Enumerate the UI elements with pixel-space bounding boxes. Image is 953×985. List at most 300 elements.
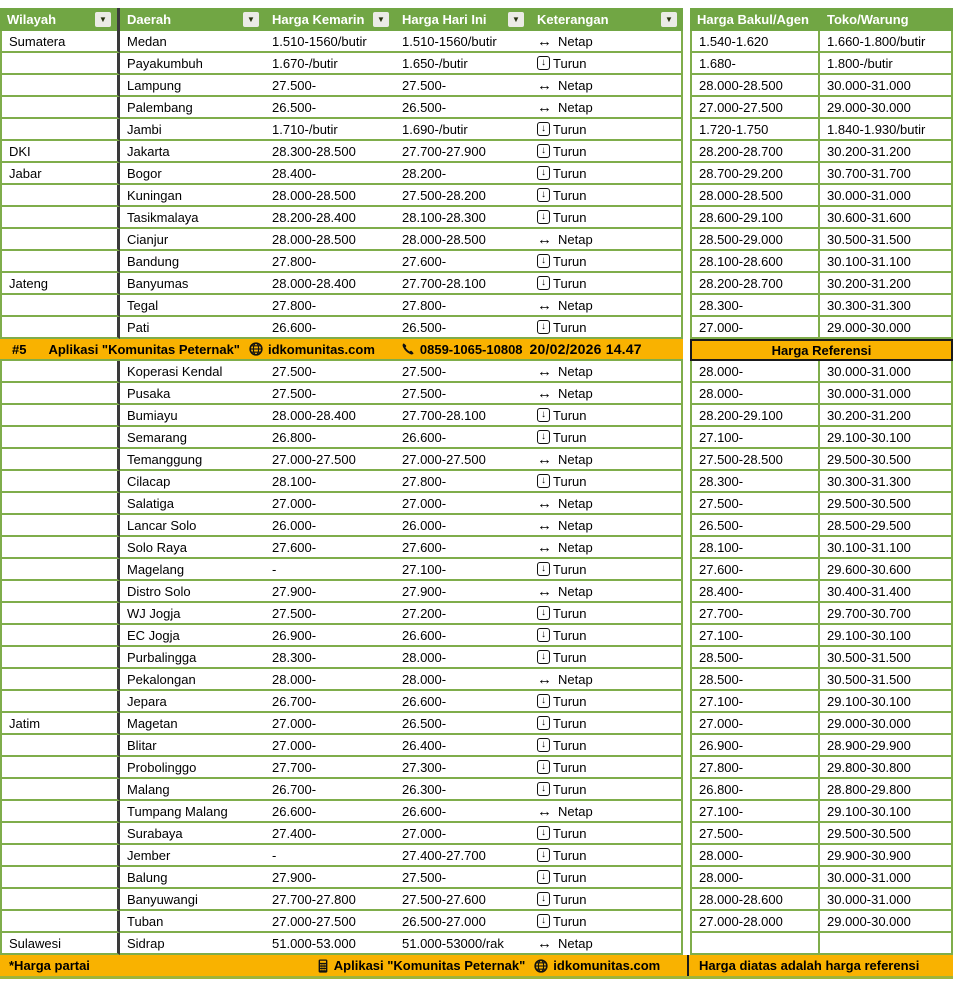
daerah-cell[interactable]: Solo Raya bbox=[120, 537, 265, 559]
harga-hari-ini-cell[interactable]: 27.600- bbox=[395, 537, 530, 559]
keterangan-cell[interactable]: ↔ Netap bbox=[530, 229, 683, 251]
harga-kemarin-cell[interactable]: 1.710-/butir bbox=[265, 119, 395, 141]
keterangan-cell[interactable]: ↓ Turun bbox=[530, 625, 683, 647]
toko-warung-cell[interactable]: 1.840-1.930/butir bbox=[820, 119, 953, 141]
wilayah-cell[interactable]: Jatim bbox=[0, 713, 120, 735]
keterangan-cell[interactable]: ↓ Turun bbox=[530, 251, 683, 273]
daerah-cell[interactable]: EC Jogja bbox=[120, 625, 265, 647]
harga-kemarin-cell[interactable]: 27.600- bbox=[265, 537, 395, 559]
wilayah-cell[interactable] bbox=[0, 207, 120, 229]
keterangan-cell[interactable]: ↓ Turun bbox=[530, 823, 683, 845]
daerah-cell[interactable]: Jakarta bbox=[120, 141, 265, 163]
harga-bakul-agen-cell[interactable]: 28.100-28.600 bbox=[690, 251, 820, 273]
harga-kemarin-cell[interactable]: 27.500- bbox=[265, 603, 395, 625]
harga-hari-ini-cell[interactable]: 27.900- bbox=[395, 581, 530, 603]
harga-hari-ini-cell[interactable]: 1.690-/butir bbox=[395, 119, 530, 141]
toko-warung-cell[interactable]: 30.000-31.000 bbox=[820, 75, 953, 97]
daerah-cell[interactable]: Pusaka bbox=[120, 383, 265, 405]
keterangan-cell[interactable]: ↓ Turun bbox=[530, 163, 683, 185]
harga-hari-ini-cell[interactable]: 27.800- bbox=[395, 295, 530, 317]
daerah-cell[interactable]: Bandung bbox=[120, 251, 265, 273]
harga-bakul-agen-cell[interactable]: 26.800- bbox=[690, 779, 820, 801]
harga-kemarin-cell[interactable]: 1.670-/butir bbox=[265, 53, 395, 75]
harga-bakul-agen-cell[interactable]: 1.720-1.750 bbox=[690, 119, 820, 141]
wilayah-cell[interactable]: DKI bbox=[0, 141, 120, 163]
harga-kemarin-cell[interactable]: 27.000-27.500 bbox=[265, 449, 395, 471]
wilayah-cell[interactable] bbox=[0, 603, 120, 625]
harga-hari-ini-cell[interactable]: 27.500- bbox=[395, 75, 530, 97]
harga-kemarin-cell[interactable]: 28.000-28.500 bbox=[265, 229, 395, 251]
harga-kemarin-cell[interactable]: 26.700- bbox=[265, 779, 395, 801]
daerah-cell[interactable]: Banyuwangi bbox=[120, 889, 265, 911]
harga-bakul-agen-cell[interactable]: 27.000-27.500 bbox=[690, 97, 820, 119]
harga-kemarin-cell[interactable]: 28.000- bbox=[265, 669, 395, 691]
harga-bakul-agen-cell[interactable]: 27.000- bbox=[690, 713, 820, 735]
toko-warung-cell[interactable]: 28.500-29.500 bbox=[820, 515, 953, 537]
keterangan-cell[interactable]: ↔ Netap bbox=[530, 361, 683, 383]
wilayah-cell[interactable] bbox=[0, 735, 120, 757]
daerah-cell[interactable]: Distro Solo bbox=[120, 581, 265, 603]
harga-hari-ini-cell[interactable]: 27.000-27.500 bbox=[395, 449, 530, 471]
harga-kemarin-cell[interactable]: - bbox=[265, 845, 395, 867]
wilayah-cell[interactable] bbox=[0, 427, 120, 449]
wilayah-cell[interactable] bbox=[0, 669, 120, 691]
keterangan-cell[interactable]: ↓ Turun bbox=[530, 889, 683, 911]
harga-bakul-agen-cell[interactable] bbox=[690, 933, 820, 955]
toko-warung-cell[interactable]: 29.000-30.000 bbox=[820, 713, 953, 735]
harga-kemarin-cell[interactable]: 1.510-1560/butir bbox=[265, 31, 395, 53]
harga-bakul-agen-cell[interactable]: 1.680- bbox=[690, 53, 820, 75]
toko-warung-cell[interactable]: 30.300-31.300 bbox=[820, 295, 953, 317]
daerah-cell[interactable]: Medan bbox=[120, 31, 265, 53]
keterangan-cell[interactable]: ↓ Turun bbox=[530, 603, 683, 625]
harga-kemarin-cell[interactable]: 27.000- bbox=[265, 493, 395, 515]
wilayah-cell[interactable] bbox=[0, 801, 120, 823]
keterangan-cell[interactable]: ↓ Turun bbox=[530, 317, 683, 339]
wilayah-cell[interactable] bbox=[0, 625, 120, 647]
keterangan-cell[interactable]: ↓ Turun bbox=[530, 757, 683, 779]
harga-bakul-agen-cell[interactable]: 28.000- bbox=[690, 867, 820, 889]
harga-bakul-agen-cell[interactable]: 28.100- bbox=[690, 537, 820, 559]
daerah-cell[interactable]: Salatiga bbox=[120, 493, 265, 515]
wilayah-cell[interactable] bbox=[0, 361, 120, 383]
wilayah-cell[interactable] bbox=[0, 889, 120, 911]
daerah-cell[interactable]: Palembang bbox=[120, 97, 265, 119]
filter-dropdown-harga-kemarin[interactable]: ▼ bbox=[373, 12, 389, 27]
harga-kemarin-cell[interactable]: 28.000-28.500 bbox=[265, 185, 395, 207]
harga-kemarin-cell[interactable]: 26.600- bbox=[265, 317, 395, 339]
daerah-cell[interactable]: Tegal bbox=[120, 295, 265, 317]
harga-bakul-agen-cell[interactable]: 26.500- bbox=[690, 515, 820, 537]
harga-hari-ini-cell[interactable]: 1.510-1560/butir bbox=[395, 31, 530, 53]
harga-kemarin-cell[interactable]: 28.300- bbox=[265, 647, 395, 669]
toko-warung-cell[interactable]: 1.660-1.800/butir bbox=[820, 31, 953, 53]
wilayah-cell[interactable]: Jateng bbox=[0, 273, 120, 295]
harga-hari-ini-cell[interactable]: 27.000- bbox=[395, 493, 530, 515]
harga-hari-ini-cell[interactable]: 26.500- bbox=[395, 713, 530, 735]
harga-kemarin-cell[interactable]: 28.400- bbox=[265, 163, 395, 185]
harga-kemarin-cell[interactable]: 26.600- bbox=[265, 801, 395, 823]
harga-hari-ini-cell[interactable]: 27.700-27.900 bbox=[395, 141, 530, 163]
globe-icon bbox=[249, 342, 263, 356]
harga-bakul-agen-cell[interactable]: 27.100- bbox=[690, 691, 820, 713]
wilayah-cell[interactable] bbox=[0, 185, 120, 207]
wilayah-cell[interactable] bbox=[0, 97, 120, 119]
wilayah-cell[interactable] bbox=[0, 251, 120, 273]
toko-warung-cell[interactable]: 30.400-31.400 bbox=[820, 581, 953, 603]
keterangan-cell[interactable]: ↔ Netap bbox=[530, 933, 683, 955]
keterangan-cell[interactable]: ↓ Turun bbox=[530, 405, 683, 427]
wilayah-cell[interactable] bbox=[0, 845, 120, 867]
harga-hari-ini-cell[interactable]: 26.600- bbox=[395, 801, 530, 823]
filter-dropdown-harga-hari-ini[interactable]: ▼ bbox=[508, 12, 524, 27]
harga-hari-ini-cell[interactable]: 27.500-28.200 bbox=[395, 185, 530, 207]
toko-warung-cell[interactable]: 29.500-30.500 bbox=[820, 823, 953, 845]
harga-hari-ini-cell[interactable]: 27.700-28.100 bbox=[395, 405, 530, 427]
harga-bakul-agen-cell[interactable]: 28.000-28.500 bbox=[690, 185, 820, 207]
harga-kemarin-cell[interactable]: 27.400- bbox=[265, 823, 395, 845]
table-row bbox=[0, 295, 953, 317]
wilayah-cell[interactable] bbox=[0, 229, 120, 251]
wilayah-cell[interactable] bbox=[0, 295, 120, 317]
toko-warung-cell[interactable]: 30.000-31.000 bbox=[820, 383, 953, 405]
harga-bakul-agen-cell[interactable]: 27.800- bbox=[690, 757, 820, 779]
toko-warung-cell[interactable]: 29.600-30.600 bbox=[820, 559, 953, 581]
daerah-cell[interactable]: WJ Jogja bbox=[120, 603, 265, 625]
wilayah-cell[interactable] bbox=[0, 449, 120, 471]
toko-warung-cell[interactable]: 30.000-31.000 bbox=[820, 185, 953, 207]
wilayah-cell[interactable] bbox=[0, 581, 120, 603]
toko-warung-cell[interactable]: 29.100-30.100 bbox=[820, 691, 953, 713]
harga-bakul-agen-cell[interactable]: 28.000- bbox=[690, 361, 820, 383]
wilayah-cell[interactable] bbox=[0, 911, 120, 933]
wilayah-cell[interactable] bbox=[0, 757, 120, 779]
toko-warung-cell[interactable]: 29.700-30.700 bbox=[820, 603, 953, 625]
keterangan-cell[interactable]: ↔ Netap bbox=[530, 581, 683, 603]
harga-bakul-agen-cell[interactable]: 28.500-29.000 bbox=[690, 229, 820, 251]
harga-kemarin-cell[interactable]: 27.800- bbox=[265, 295, 395, 317]
daerah-cell[interactable]: Blitar bbox=[120, 735, 265, 757]
harga-bakul-agen-cell[interactable]: 1.540-1.620 bbox=[690, 31, 820, 53]
harga-bakul-agen-cell[interactable]: 27.600- bbox=[690, 559, 820, 581]
keterangan-cell[interactable]: ↔ Netap bbox=[530, 669, 683, 691]
harga-hari-ini-cell[interactable]: 27.200- bbox=[395, 603, 530, 625]
daerah-cell[interactable]: Sidrap bbox=[120, 933, 265, 955]
daerah-cell[interactable]: Probolinggo bbox=[120, 757, 265, 779]
toko-warung-cell[interactable]: 30.200-31.200 bbox=[820, 141, 953, 163]
keterangan-cell[interactable]: ↓ Turun bbox=[530, 471, 683, 493]
harga-kemarin-cell[interactable]: 27.000- bbox=[265, 735, 395, 757]
harga-hari-ini-cell[interactable]: 26.400- bbox=[395, 735, 530, 757]
toko-warung-cell[interactable]: 29.500-30.500 bbox=[820, 493, 953, 515]
toko-warung-cell[interactable] bbox=[820, 933, 953, 955]
harga-hari-ini-cell[interactable]: 1.650-/butir bbox=[395, 53, 530, 75]
harga-bakul-agen-cell[interactable]: 27.000- bbox=[690, 317, 820, 339]
harga-kemarin-cell[interactable]: 26.900- bbox=[265, 625, 395, 647]
keterangan-cell[interactable]: ↔ Netap bbox=[530, 493, 683, 515]
harga-bakul-agen-cell[interactable]: 28.000- bbox=[690, 845, 820, 867]
daerah-cell[interactable]: Jambi bbox=[120, 119, 265, 141]
harga-kemarin-cell[interactable]: 28.000-28.400 bbox=[265, 273, 395, 295]
header-harga-hari-ini: Harga Hari Ini ▼ bbox=[395, 8, 530, 31]
filter-dropdown-wilayah[interactable]: ▼ bbox=[95, 12, 111, 27]
keterangan-cell[interactable]: ↔ Netap bbox=[530, 295, 683, 317]
daerah-cell[interactable]: Cianjur bbox=[120, 229, 265, 251]
keterangan-cell[interactable]: ↓ Turun bbox=[530, 867, 683, 889]
harga-hari-ini-cell[interactable]: 27.300- bbox=[395, 757, 530, 779]
harga-hari-ini-cell[interactable]: 27.500- bbox=[395, 361, 530, 383]
wilayah-cell[interactable] bbox=[0, 867, 120, 889]
wilayah-cell[interactable] bbox=[0, 537, 120, 559]
harga-hari-ini-cell[interactable]: 27.500- bbox=[395, 867, 530, 889]
harga-bakul-agen-cell[interactable]: 27.500- bbox=[690, 493, 820, 515]
toko-warung-cell[interactable]: 30.500-31.500 bbox=[820, 669, 953, 691]
toko-warung-cell[interactable]: 29.100-30.100 bbox=[820, 625, 953, 647]
harga-hari-ini-cell[interactable]: 51.000-53000/rak bbox=[395, 933, 530, 955]
harga-kemarin-cell[interactable]: 27.500- bbox=[265, 383, 395, 405]
banner-website-link[interactable]: idkomunitas.com bbox=[267, 341, 375, 357]
daerah-cell[interactable]: Payakumbuh bbox=[120, 53, 265, 75]
daerah-cell[interactable]: Cilacap bbox=[120, 471, 265, 493]
daerah-cell[interactable]: Jember bbox=[120, 845, 265, 867]
harga-hari-ini-cell[interactable]: 27.800- bbox=[395, 471, 530, 493]
harga-bakul-agen-cell[interactable]: 27.100- bbox=[690, 801, 820, 823]
daerah-cell[interactable]: Purbalingga bbox=[120, 647, 265, 669]
harga-bakul-agen-cell[interactable]: 28.500- bbox=[690, 647, 820, 669]
harga-kemarin-cell[interactable]: 27.900- bbox=[265, 581, 395, 603]
wilayah-cell[interactable] bbox=[0, 75, 120, 97]
toko-warung-cell[interactable]: 30.000-31.000 bbox=[820, 361, 953, 383]
harga-hari-ini-cell[interactable]: 27.700-28.100 bbox=[395, 273, 530, 295]
harga-kemarin-cell[interactable]: 27.700- bbox=[265, 757, 395, 779]
harga-bakul-agen-cell[interactable]: 27.000-28.000 bbox=[690, 911, 820, 933]
harga-kemarin-cell[interactable]: 28.000-28.400 bbox=[265, 405, 395, 427]
keterangan-cell[interactable]: ↔ Netap bbox=[530, 383, 683, 405]
daerah-cell[interactable]: Tuban bbox=[120, 911, 265, 933]
keterangan-cell[interactable]: ↓ Turun bbox=[530, 735, 683, 757]
harga-bakul-agen-cell[interactable]: 28.300- bbox=[690, 471, 820, 493]
harga-hari-ini-cell[interactable]: 26.600- bbox=[395, 427, 530, 449]
keterangan-cell[interactable]: ↔ Netap bbox=[530, 801, 683, 823]
keterangan-cell[interactable]: ↓ Turun bbox=[530, 647, 683, 669]
harga-hari-ini-cell[interactable]: 27.400-27.700 bbox=[395, 845, 530, 867]
toko-warung-cell[interactable]: 29.800-30.800 bbox=[820, 757, 953, 779]
harga-bakul-agen-cell[interactable]: 28.600-29.100 bbox=[690, 207, 820, 229]
harga-hari-ini-cell[interactable]: 28.000-28.500 bbox=[395, 229, 530, 251]
toko-warung-cell[interactable]: 30.100-31.100 bbox=[820, 537, 953, 559]
toko-warung-cell[interactable]: 30.200-31.200 bbox=[820, 405, 953, 427]
daerah-cell[interactable]: Pekalongan bbox=[120, 669, 265, 691]
toko-warung-cell[interactable]: 28.900-29.900 bbox=[820, 735, 953, 757]
harga-hari-ini-cell[interactable]: 28.200- bbox=[395, 163, 530, 185]
arrow-left-right-icon: ↔ bbox=[537, 802, 552, 820]
harga-hari-ini-cell[interactable]: 27.000- bbox=[395, 823, 530, 845]
harga-kemarin-cell[interactable]: 28.100- bbox=[265, 471, 395, 493]
keterangan-cell[interactable]: ↓ Turun bbox=[530, 427, 683, 449]
harga-hari-ini-cell[interactable]: 26.500- bbox=[395, 317, 530, 339]
keterangan-cell[interactable]: ↓ Turun bbox=[530, 691, 683, 713]
toko-warung-cell[interactable]: 30.500-31.500 bbox=[820, 229, 953, 251]
keterangan-cell[interactable]: ↓ Turun bbox=[530, 141, 683, 163]
harga-hari-ini-cell[interactable]: 28.000- bbox=[395, 647, 530, 669]
harga-bakul-agen-cell[interactable]: 28.000- bbox=[690, 383, 820, 405]
harga-hari-ini-cell[interactable]: 26.300- bbox=[395, 779, 530, 801]
harga-kemarin-cell[interactable]: 27.700-27.800 bbox=[265, 889, 395, 911]
daerah-cell[interactable]: Bogor bbox=[120, 163, 265, 185]
wilayah-cell[interactable]: Sumatera bbox=[0, 31, 120, 53]
daerah-cell[interactable]: Bumiayu bbox=[120, 405, 265, 427]
harga-bakul-agen-cell[interactable]: 28.000-28.500 bbox=[690, 75, 820, 97]
wilayah-cell[interactable] bbox=[0, 405, 120, 427]
wilayah-cell[interactable] bbox=[0, 515, 120, 537]
keterangan-cell[interactable]: ↓ Turun bbox=[530, 273, 683, 295]
toko-warung-cell[interactable]: 30.000-31.000 bbox=[820, 867, 953, 889]
harga-bakul-agen-cell[interactable]: 27.500- bbox=[690, 823, 820, 845]
keterangan-cell[interactable]: ↔ Netap bbox=[530, 449, 683, 471]
harga-hari-ini-cell[interactable]: 26.000- bbox=[395, 515, 530, 537]
wilayah-cell[interactable] bbox=[0, 383, 120, 405]
harga-bakul-agen-cell[interactable]: 26.900- bbox=[690, 735, 820, 757]
keterangan-cell[interactable]: ↔ Netap bbox=[530, 31, 683, 53]
toko-warung-cell[interactable]: 29.000-30.000 bbox=[820, 911, 953, 933]
harga-bakul-agen-cell[interactable]: 27.500-28.500 bbox=[690, 449, 820, 471]
harga-kemarin-cell[interactable]: 51.000-53.000 bbox=[265, 933, 395, 955]
toko-warung-cell[interactable]: 29.000-30.000 bbox=[820, 317, 953, 339]
keterangan-cell[interactable]: ↔ Netap bbox=[530, 515, 683, 537]
wilayah-cell[interactable] bbox=[0, 493, 120, 515]
harga-kemarin-cell[interactable]: 26.000- bbox=[265, 515, 395, 537]
keterangan-cell[interactable]: ↓ Turun bbox=[530, 207, 683, 229]
daerah-cell[interactable]: Jepara bbox=[120, 691, 265, 713]
harga-hari-ini-cell[interactable]: 27.600- bbox=[395, 251, 530, 273]
harga-kemarin-cell[interactable]: 27.800- bbox=[265, 251, 395, 273]
keterangan-cell[interactable]: ↔ Netap bbox=[530, 75, 683, 97]
harga-kemarin-cell[interactable]: - bbox=[265, 559, 395, 581]
toko-warung-cell[interactable]: 30.700-31.700 bbox=[820, 163, 953, 185]
harga-hari-ini-cell[interactable]: 28.100-28.300 bbox=[395, 207, 530, 229]
keterangan-cell[interactable]: ↓ Turun bbox=[530, 845, 683, 867]
daerah-cell[interactable]: Balung bbox=[120, 867, 265, 889]
harga-bakul-agen-cell[interactable]: 28.200-28.700 bbox=[690, 273, 820, 295]
harga-kemarin-cell[interactable]: 27.900- bbox=[265, 867, 395, 889]
daerah-cell[interactable]: Koperasi Kendal bbox=[120, 361, 265, 383]
harga-hari-ini-cell[interactable]: 26.600- bbox=[395, 691, 530, 713]
wilayah-cell[interactable] bbox=[0, 647, 120, 669]
harga-bakul-agen-cell[interactable]: 28.700-29.200 bbox=[690, 163, 820, 185]
toko-warung-cell[interactable]: 30.100-31.100 bbox=[820, 251, 953, 273]
harga-hari-ini-cell[interactable]: 27.500- bbox=[395, 383, 530, 405]
harga-bakul-agen-cell[interactable]: 28.500- bbox=[690, 669, 820, 691]
wilayah-cell[interactable]: Sulawesi bbox=[0, 933, 120, 955]
harga-kemarin-cell[interactable]: 27.000- bbox=[265, 713, 395, 735]
daerah-cell[interactable]: Magelang bbox=[120, 559, 265, 581]
wilayah-cell[interactable] bbox=[0, 691, 120, 713]
toko-warung-cell[interactable]: 29.500-30.500 bbox=[820, 449, 953, 471]
footer-website-link[interactable]: idkomunitas.com bbox=[553, 958, 661, 973]
harga-bakul-agen-cell[interactable]: 28.000-28.600 bbox=[690, 889, 820, 911]
toko-warung-cell[interactable]: 30.600-31.600 bbox=[820, 207, 953, 229]
toko-warung-cell[interactable]: 30.200-31.200 bbox=[820, 273, 953, 295]
keterangan-cell[interactable]: ↔ Netap bbox=[530, 97, 683, 119]
harga-bakul-agen-cell[interactable]: 28.200-29.100 bbox=[690, 405, 820, 427]
daerah-cell[interactable]: Lancar Solo bbox=[120, 515, 265, 537]
toko-warung-cell[interactable]: 30.500-31.500 bbox=[820, 647, 953, 669]
harga-bakul-agen-cell[interactable]: 27.700- bbox=[690, 603, 820, 625]
wilayah-cell[interactable] bbox=[0, 119, 120, 141]
harga-hari-ini-cell[interactable]: 28.000- bbox=[395, 669, 530, 691]
harga-hari-ini-cell[interactable]: 26.500-27.000 bbox=[395, 911, 530, 933]
toko-warung-cell[interactable]: 29.100-30.100 bbox=[820, 801, 953, 823]
harga-kemarin-cell[interactable]: 28.200-28.400 bbox=[265, 207, 395, 229]
wilayah-cell[interactable]: Jabar bbox=[0, 163, 120, 185]
column-gap bbox=[683, 823, 690, 845]
toko-warung-cell[interactable]: 29.100-30.100 bbox=[820, 427, 953, 449]
keterangan-cell[interactable]: ↓ Turun bbox=[530, 779, 683, 801]
daerah-cell[interactable]: Tumpang Malang bbox=[120, 801, 265, 823]
harga-bakul-agen-cell[interactable]: 28.400- bbox=[690, 581, 820, 603]
toko-warung-cell[interactable]: 29.000-30.000 bbox=[820, 97, 953, 119]
filter-dropdown-daerah[interactable]: ▼ bbox=[243, 12, 259, 27]
harga-kemarin-cell[interactable]: 26.500- bbox=[265, 97, 395, 119]
wilayah-cell[interactable] bbox=[0, 559, 120, 581]
harga-bakul-agen-cell[interactable]: 28.300- bbox=[690, 295, 820, 317]
harga-hari-ini-cell[interactable]: 26.500- bbox=[395, 97, 530, 119]
harga-hari-ini-cell[interactable]: 26.600- bbox=[395, 625, 530, 647]
arrow-down-icon: ↓ bbox=[537, 914, 550, 928]
toko-warung-cell[interactable]: 1.800-/butir bbox=[820, 53, 953, 75]
toko-warung-cell[interactable]: 28.800-29.800 bbox=[820, 779, 953, 801]
harga-bakul-agen-cell[interactable]: 28.200-28.700 bbox=[690, 141, 820, 163]
daerah-cell[interactable]: Malang bbox=[120, 779, 265, 801]
daerah-cell[interactable]: Magetan bbox=[120, 713, 265, 735]
daerah-cell[interactable]: Surabaya bbox=[120, 823, 265, 845]
daerah-cell[interactable]: Temanggung bbox=[120, 449, 265, 471]
keterangan-cell[interactable]: ↔ Netap bbox=[530, 537, 683, 559]
daerah-cell[interactable]: Lampung bbox=[120, 75, 265, 97]
keterangan-cell[interactable]: ↓ Turun bbox=[530, 713, 683, 735]
harga-kemarin-cell[interactable]: 27.500- bbox=[265, 75, 395, 97]
wilayah-cell[interactable] bbox=[0, 823, 120, 845]
keterangan-cell[interactable]: ↓ Turun bbox=[530, 559, 683, 581]
harga-kemarin-cell[interactable]: 27.000-27.500 bbox=[265, 911, 395, 933]
harga-bakul-agen-cell[interactable]: 27.100- bbox=[690, 625, 820, 647]
harga-bakul-agen-cell[interactable]: 27.100- bbox=[690, 427, 820, 449]
harga-kemarin-cell[interactable]: 26.800- bbox=[265, 427, 395, 449]
harga-kemarin-cell[interactable]: 26.700- bbox=[265, 691, 395, 713]
harga-kemarin-cell[interactable]: 27.500- bbox=[265, 361, 395, 383]
keterangan-cell[interactable]: ↓ Turun bbox=[530, 53, 683, 75]
wilayah-cell[interactable] bbox=[0, 779, 120, 801]
daerah-cell[interactable]: Semarang bbox=[120, 427, 265, 449]
wilayah-cell[interactable] bbox=[0, 317, 120, 339]
harga-hari-ini-cell[interactable]: 27.100- bbox=[395, 559, 530, 581]
toko-warung-cell[interactable]: 29.900-30.900 bbox=[820, 845, 953, 867]
toko-warung-cell[interactable]: 30.300-31.300 bbox=[820, 471, 953, 493]
keterangan-cell[interactable]: ↓ Turun bbox=[530, 911, 683, 933]
toko-warung-cell[interactable]: 30.000-31.000 bbox=[820, 889, 953, 911]
filter-dropdown-keterangan[interactable]: ▼ bbox=[661, 12, 677, 27]
wilayah-cell[interactable] bbox=[0, 53, 120, 75]
harga-hari-ini-cell[interactable]: 27.500-27.600 bbox=[395, 889, 530, 911]
daerah-cell[interactable]: Kuningan bbox=[120, 185, 265, 207]
wilayah-cell[interactable] bbox=[0, 471, 120, 493]
keterangan-cell[interactable]: ↓ Turun bbox=[530, 185, 683, 207]
daerah-cell[interactable]: Tasikmalaya bbox=[120, 207, 265, 229]
harga-kemarin-cell[interactable]: 28.300-28.500 bbox=[265, 141, 395, 163]
daerah-cell[interactable]: Banyumas bbox=[120, 273, 265, 295]
daerah-cell[interactable]: Pati bbox=[120, 317, 265, 339]
keterangan-cell[interactable]: ↓ Turun bbox=[530, 119, 683, 141]
